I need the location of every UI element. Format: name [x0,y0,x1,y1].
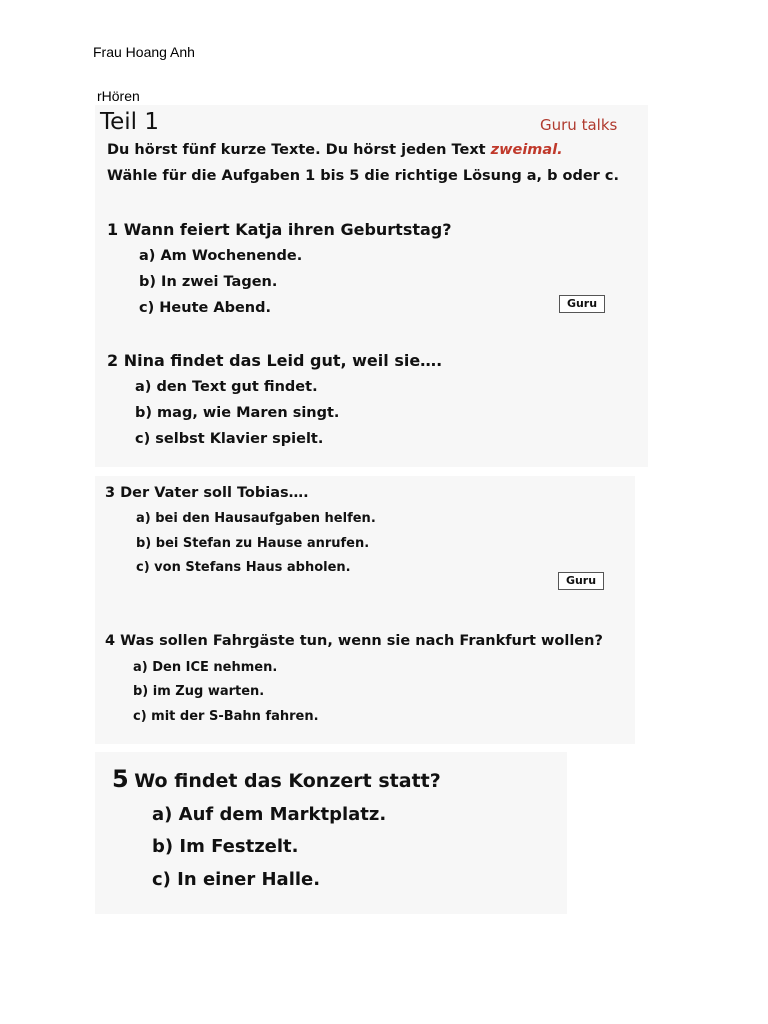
q2-option-c: c) selbst Klavier spielt. [135,431,324,447]
q3-option-c: c) von Stefans Haus abholen. [136,560,351,575]
q5-option-c: c) In einer Halle. [152,869,321,890]
q3-option-b: b) bei Stefan zu Hause anrufen. [136,536,370,551]
section-title: Teil 1 [100,109,160,135]
q5-option-b: b) Im Festzelt. [152,836,299,857]
question-2: 2 Nina findet das Leid gut, weil sie…. [107,351,443,370]
guru-button[interactable]: Guru [558,572,604,590]
document-subtitle: rHören [97,88,140,104]
question-3: 3 Der Vater soll Tobias…. [105,485,309,501]
q3-option-a: a) bei den Hausaufgaben helfen. [136,511,376,526]
q4-option-a: a) Den ICE nehmen. [133,660,278,675]
guru-button[interactable]: Guru [559,295,605,313]
instruction-line-2: Wähle für die Aufgaben 1 bis 5 die richtige Lösung a, b oder c. [107,168,619,184]
instruction-line-1 [107,142,563,158]
exercise-panel-teil1 [95,105,648,467]
question-5-text: Wo findet das Konzert statt? [134,770,441,792]
emphasis-zweimal: zweimal. [490,142,563,158]
q4-option-c: c) mit der S-Bahn fahren. [133,709,319,724]
q5-option-a: a) Auf dem Marktplatz. [152,804,387,825]
question-4: 4 Was sollen Fahrgäste tun, wenn sie nach Frankfurt wollen? [105,633,603,649]
author-name: Frau Hoang Anh [93,44,195,60]
exercise-panel-q3-q4 [95,476,635,744]
exercise-panel-q5 [95,752,567,914]
question-5 [112,765,441,793]
q2-option-a: a) den Text gut findet. [135,379,318,395]
q1-option-c: c) Heute Abend. [139,300,272,316]
q1-option-a: a) Am Wochenende. [139,248,303,264]
q1-option-b: b) In zwei Tagen. [139,274,278,290]
question-5-number: 5 [112,765,129,793]
brand-label: Guru talks [540,116,618,134]
q4-option-b: b) im Zug warten. [133,684,265,699]
q2-option-b: b) mag, wie Maren singt. [135,405,340,421]
question-1: 1 Wann feiert Katja ihren Geburtstag? [107,220,452,239]
instruction-text: Du hörst fünf kurze Texte. Du hörst jeden Text [107,142,491,158]
